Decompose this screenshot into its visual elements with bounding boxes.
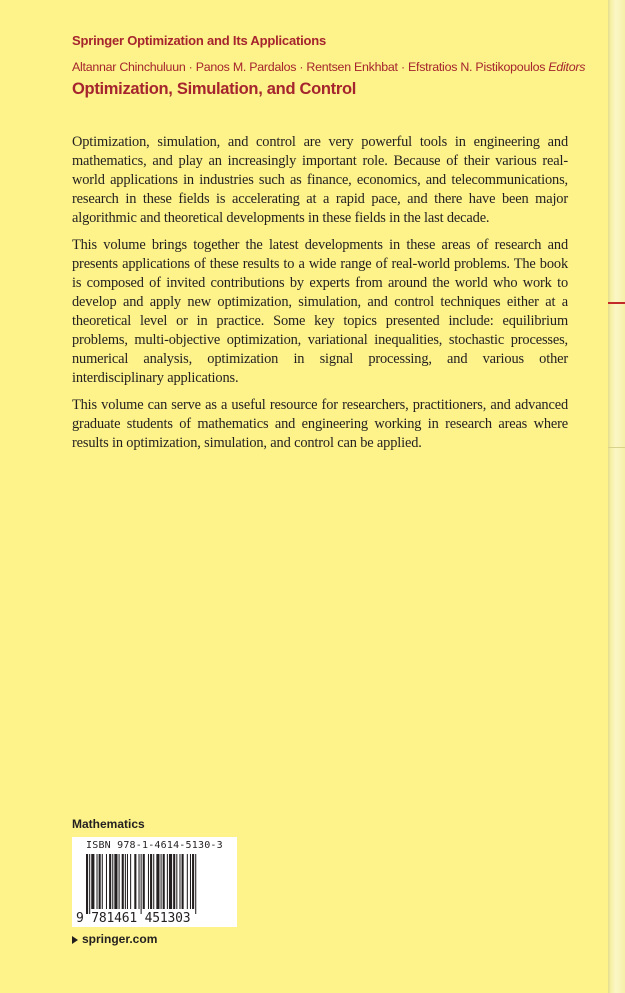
barcode-bar	[153, 854, 154, 909]
description-paragraph-2: This volume brings together the latest developments in these areas of research and presents applications of these results to a wide range of real-world problems. The book is composed of invited contributions by experts from around the world who work to develop and apply new optimization, simulation, and control techniques either at a theoretical level or in practice. Some key topics presented include: equilibrium problems, multi-objective optimization, variational inequalities, stochastic processes, numerical analysis, optimization in signal processing, and various other interdisciplinary applications.	[72, 237, 568, 386]
editors-line	[72, 60, 585, 74]
spine-fold-line	[608, 447, 625, 448]
barcode-bar	[161, 854, 162, 909]
barcode-bar	[106, 854, 107, 909]
barcode-bar	[179, 854, 180, 909]
barcode-bar	[141, 854, 142, 914]
barcode-bar	[114, 854, 117, 909]
website-link[interactable]	[72, 932, 157, 946]
barcode-bar	[86, 854, 88, 914]
barcode-bar	[187, 854, 188, 909]
barcode-bar	[97, 854, 98, 909]
barcode	[72, 837, 237, 927]
ean-digits: 9 781461 451303	[76, 911, 191, 926]
barcode-bar	[99, 854, 101, 909]
subject-category: Mathematics	[72, 817, 145, 831]
series-name: Springer Optimization and Its Applications	[72, 33, 327, 48]
spine-red-stripe	[608, 302, 625, 304]
editors-role: Editors	[548, 60, 586, 74]
barcode-bar	[122, 854, 124, 909]
barcode-bar	[173, 854, 175, 909]
barcode-bar	[176, 854, 177, 909]
barcode-bar	[102, 854, 103, 909]
barcode-bar	[163, 854, 165, 909]
barcode-bar	[134, 854, 136, 909]
barcode-bar	[139, 854, 140, 909]
barcode-bar	[182, 854, 184, 909]
description-paragraph-3: This volume can serve as a useful resource for researchers, practitioners, and advanced graduate students of mathematics and engineering working in research areas where results in optimization, simulation, and control can be applied.	[72, 397, 568, 451]
barcode-bar	[119, 854, 120, 909]
isbn-label: ISBN 978-1-4614-5130-3	[86, 840, 223, 851]
barcode-bar	[130, 854, 131, 909]
barcode-bar	[190, 854, 191, 909]
barcode-bar	[167, 854, 168, 909]
barcode-bar	[169, 854, 172, 909]
barcode-bar	[156, 854, 159, 909]
website-text: springer.com	[82, 932, 158, 946]
description	[72, 133, 568, 461]
book-spine	[608, 0, 625, 993]
barcode-bar	[150, 854, 152, 909]
description-paragraph-1: Optimization, simulation, and control are very powerful tools in engineering and mathematics, and play an increasingly important role. Because of their various real-world applications in industries such as finance, economics, and telecommunications, research in these fields is accelerating at a rapid pace, and there have been major algorithmic and theoretical developments in these fields in the last decade.	[72, 134, 568, 226]
barcode-bar	[89, 854, 90, 914]
barcode-bar	[91, 854, 94, 909]
barcode-bar	[109, 854, 111, 909]
barcode-bar	[148, 854, 149, 909]
book-title: Optimization, Simulation, and Control	[72, 80, 357, 98]
barcode-bar	[125, 854, 126, 909]
arrow-right-icon	[72, 936, 78, 944]
barcode-bar	[195, 854, 196, 914]
barcode-bar	[143, 854, 145, 909]
barcode-bar	[192, 854, 194, 909]
barcode-bar	[127, 854, 128, 909]
editor-names: Altannar Chinchuluun · Panos M. Pardalos · Rentsen Enkhbat · Efstratios N. Pistikopoulos	[72, 60, 546, 74]
barcode-bar	[112, 854, 113, 909]
